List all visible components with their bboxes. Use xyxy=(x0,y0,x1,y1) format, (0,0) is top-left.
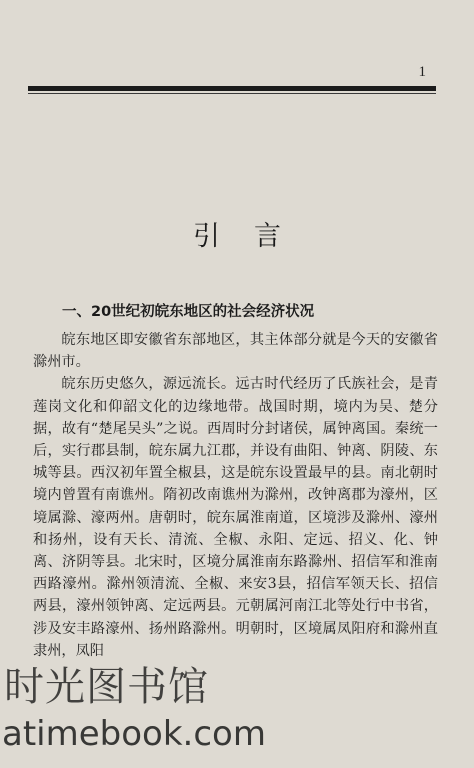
page-number: 1 xyxy=(418,64,426,80)
header-rule-thin xyxy=(28,93,436,94)
watermark-chinese: 时光图书馆 xyxy=(4,664,209,710)
chapter-title: 引言 xyxy=(193,221,315,252)
paragraph-history: 皖东历史悠久，源远流长。远古时代经历了氏族社会，是青莲岗文化和仰韶文化的边缘地带。战国时期，境内为吴、楚分据，故有“楚尾吴头”之说。西周时分封诸侯，属钟离国。秦统一后，实行郡县制，皖东属九江郡，并设有曲阳、钟离、阴陵、东城等县。西汉初年置全椒县，这是皖东设置最早的县。南北朝时境内曾置有南谯州。隋初改南谯州为滁州，改钟离郡为濠州，区境属滁、濠两州。唐朝时，皖东属淮南道，区境涉及滁州、濠州和扬州，设有天长、清流、全椒、永阳、定远、招义、化、钟离、济阴等县。北宋时，区境分属淮南东路滁州、招信军和淮南西路濠州。滁州领清流、全椒、来安3县，招信军领天长、招信两县，濠州领钟离、定远两县。元朝属河南江北等处行中书省，涉及安丰路濠州、扬州路滁州。明朝时，区境属凤阳府和滁州直隶州，凤阳 xyxy=(33,376,438,659)
body-text xyxy=(33,329,438,662)
watermark-url: atimebook.com xyxy=(2,714,266,754)
section-heading: 一、20世纪初皖东地区的社会经济状况 xyxy=(62,304,315,320)
header-rule xyxy=(28,86,436,91)
paragraph-intro: 皖东地区即安徽省东部地区，其主体部分就是今天的安徽省滁州市。 xyxy=(33,332,438,371)
